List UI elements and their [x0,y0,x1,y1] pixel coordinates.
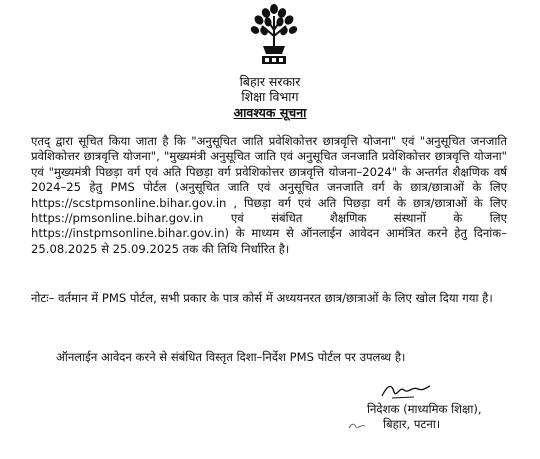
header-government: बिहार सरकार [239,74,301,89]
initial-mark-icon [348,422,366,430]
bihar-emblem-icon [246,2,302,68]
signatory-place: बिहार, पटना। [383,417,441,432]
notice-note: नोटः– वर्तमान में PMS पोर्टल, सभी प्रकार के पात्र कोर्स में अध्ययनरत छात्र/छात्राओं के लिए खोल दिया गया है। [31,291,493,305]
online-guidelines-text: ऑनलाईन आवेदन करने से संबंधित विस्तृत दिशा–निर्देश PMS पोर्टल पर उपलब्ध है। [56,350,406,364]
header-department: शिक्षा विभाग [241,89,299,104]
signature-icon [378,380,434,402]
notice-body [31,134,507,257]
notice-title: आवश्यक सूचना [233,105,307,120]
notice-paragraph: एतद् द्वारा सूचित किया जाता है कि "अनुसूचित जाति प्रवेशिकोत्तर छात्रवृत्ति योजना" एवं "अनुसूचित जनजाति प्रवेशिकोत्तर छात्रवृत्ति योजना", "मुख्यमंत्री अनुसूचित जाति एवं अनुसूचित जनजाति प्रवेशिकोत्तर छात्रवृत्ति योजना" एवं "मुख्यमंत्री पिछड़ा वर्ग एवं अति पिछड़ा वर्ग प्रवेशिकोत्तर छात्रवृत्ति योजना–2024" के अन्तर्गत शैक्षणिक वर्ष 2024–25 हेतु PMS पोर्टल (अनुसूचित जाति एवं अनुसूचित जनजाति वर्ग के छात्र/छात्राओं के लिए https://scstpmsonline.bihar.gov.in , पिछड़ा वर्ग एवं अति पिछड़ा वर्ग के छात्र/छात्राओं के लिए https://pmsonline.bihar.gov.in एवं संबंधित शैक्षणिक संस्थानों के लिए https://instpmsonline.bihar.gov.in) के माध्यम से ऑनलाईन आवेदन आमंत्रित करने हेतु दिनांक–25.08.2025 से 25.09.2025 तक की तिथि निर्धारित है। [31,134,507,256]
signatory-title: निदेशक (माध्यमिक शिक्षा), [367,402,482,416]
signature-block [367,402,482,433]
